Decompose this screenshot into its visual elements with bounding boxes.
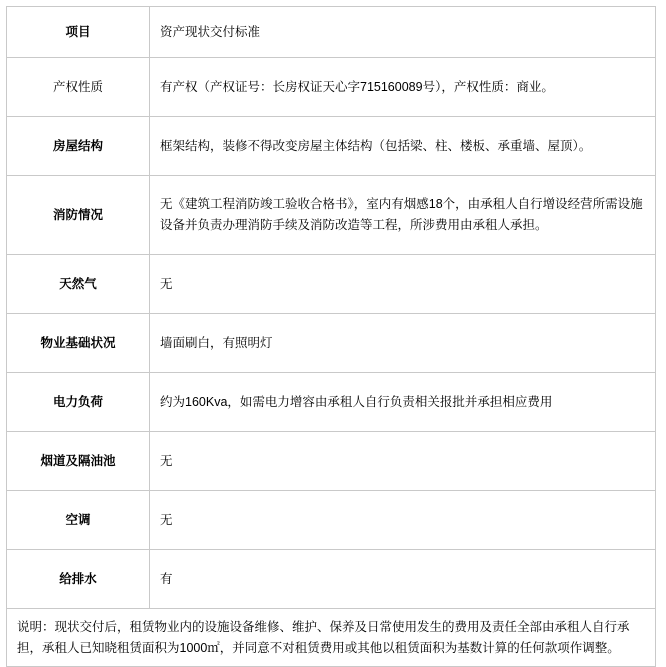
table-row-note <box>7 609 656 667</box>
row-label-power-load: 电力负荷 <box>7 373 150 432</box>
table-body <box>7 7 656 667</box>
table-row <box>7 432 656 491</box>
row-value-ownership: 有产权（产权证号：长房权证天心字715160089号），产权性质：商业。 <box>150 58 656 117</box>
row-label-property-condition: 物业基础状况 <box>7 314 150 373</box>
row-label-fire-safety: 消防情况 <box>7 176 150 255</box>
row-value-fire-safety: 无《建筑工程消防竣工验收合格书》，室内有烟感18个，由承租人自行增设经营所需设施设备并负责办理消防手续及消防改造等工程，所涉费用由承租人承担。 <box>150 176 656 255</box>
table-row <box>7 314 656 373</box>
table-row <box>7 491 656 550</box>
row-label-natural-gas: 天然气 <box>7 255 150 314</box>
table-row <box>7 255 656 314</box>
row-value-project: 资产现状交付标准 <box>150 7 656 58</box>
row-value-power-load: 约为160Kva，如需电力增容由承租人自行负责相关报批并承担相应费用 <box>150 373 656 432</box>
table-row <box>7 58 656 117</box>
row-value-natural-gas: 无 <box>150 255 656 314</box>
table-row <box>7 7 656 58</box>
asset-delivery-standard-table <box>6 6 656 667</box>
table-row <box>7 117 656 176</box>
row-value-property-condition: 墙面刷白，有照明灯 <box>150 314 656 373</box>
row-label-flue-grease-trap: 烟道及隔油池 <box>7 432 150 491</box>
row-value-structure: 框架结构，装修不得改变房屋主体结构（包括梁、柱、楼板、承重墙、屋顶）。 <box>150 117 656 176</box>
row-value-water-supply-drainage: 有 <box>150 550 656 609</box>
table-row <box>7 373 656 432</box>
row-value-flue-grease-trap: 无 <box>150 432 656 491</box>
document-page <box>0 6 666 655</box>
row-label-structure: 房屋结构 <box>7 117 150 176</box>
row-label-water-supply-drainage: 给排水 <box>7 550 150 609</box>
table-row <box>7 176 656 255</box>
row-label-project: 项目 <box>7 7 150 58</box>
row-value-air-conditioning: 无 <box>150 491 656 550</box>
row-label-ownership: 产权性质 <box>7 58 150 117</box>
table-row <box>7 550 656 609</box>
delivery-note: 说明：现状交付后，租赁物业内的设施设备维修、维护、保养及日常使用发生的费用及责任全部由承租人自行承担，承租人已知晓租赁面积为1000㎡，并同意不对租赁费用或其他以租赁面积为基数计算的任何款项作调整。 <box>7 609 656 667</box>
row-label-air-conditioning: 空调 <box>7 491 150 550</box>
